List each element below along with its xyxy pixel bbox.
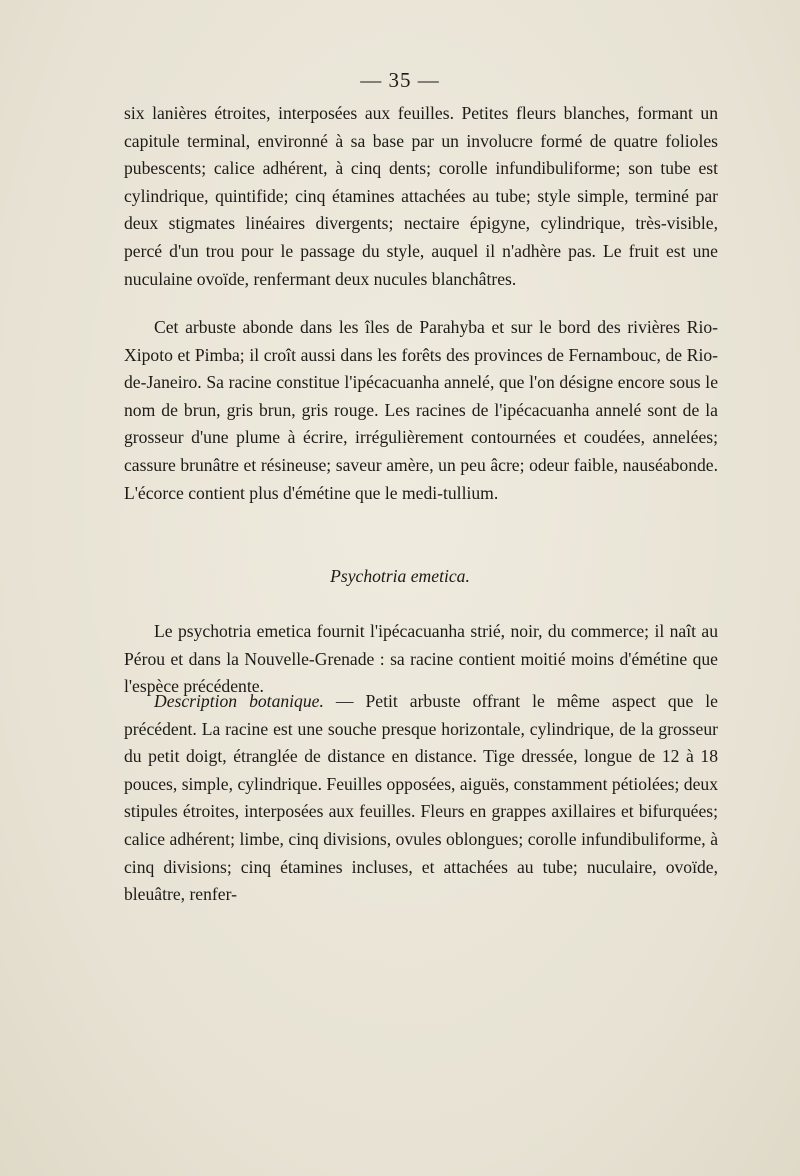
page-number: — 35 — xyxy=(360,68,440,92)
paragraph-habitat xyxy=(124,314,718,507)
paragraph-text: Le psychotria emetica fournit l'ipécacuanha strié, noir, du commerce; il naît au Pérou et dans la Nouvelle-Grenade : sa racine contient moitié moins d'émétine que l'espèce précédente. xyxy=(124,621,718,697)
paragraph-text: six lanières étroites, interposées aux feuilles. Petites fleurs blanches, formant un capitule terminal, environné à sa base par un involucre formé de quatre folioles pubescents; calice adhérent, à cinq dents; corolle infundibuliforme; son tube est cylindrique, quintifide; cinq étamines attachées au tube; style simple, terminé par deux stigmates linéaires divergents; nectaire épigyne, cylindrique, très-visible, percé d'un trou pour le passage du style, auquel il n'adhère pas. Le fruit est une nuculaine ovoïde, renfermant deux nucules blanchâtres. xyxy=(124,103,718,289)
description-body: — Petit arbuste offrant le même aspect que le précédent. La racine est une souche presque horizontale, cylindrique, de la grosseur du petit doigt, étranglée de distance en distance. Tige dressée, longue de 12 à 18 pouces, simple, cylindrique. Feuilles opposées, aiguës, constamment pétiolées; deux stipules étroites, interposées aux feuilles. Fleurs en grappes axillaires et bifurquées; calice adhérent; limbe, cinq divisions, ovules oblongues; corolle infundibuliforme, à cinq divisions; cinq étamines incluses, et attachées au tube; nuculaire, ovoïde, bleuâtre, renfer- xyxy=(124,691,718,905)
section-title: Psychotria emetica. xyxy=(330,566,470,586)
paragraph-text: Cet arbuste abonde dans les îles de Parahyba et sur le bord des rivières Rio-Xipoto et Pimba; il croît aussi dans les forêts des provinces de Fernambouc, de Rio-de-Janeiro. Sa racine constitue l'ipécacuanha annelé, que l'on désigne encore sous le nom de brun, gris brun, gris rouge. Les racines de l'ipécacuanha annelé sont de la grosseur d'une plume à écrire, irrégulièrement contournées et coudées, annelées; cassure brunâtre et résineuse; saveur amère, un peu âcre; odeur faible, nauséabonde. L'écorce contient plus d'émétine que le medi-tullium. xyxy=(124,317,718,503)
paragraph-description xyxy=(124,688,718,909)
paragraph-continuation xyxy=(124,100,718,293)
paragraph-text xyxy=(124,688,718,909)
description-label: Description botanique. xyxy=(154,691,324,711)
